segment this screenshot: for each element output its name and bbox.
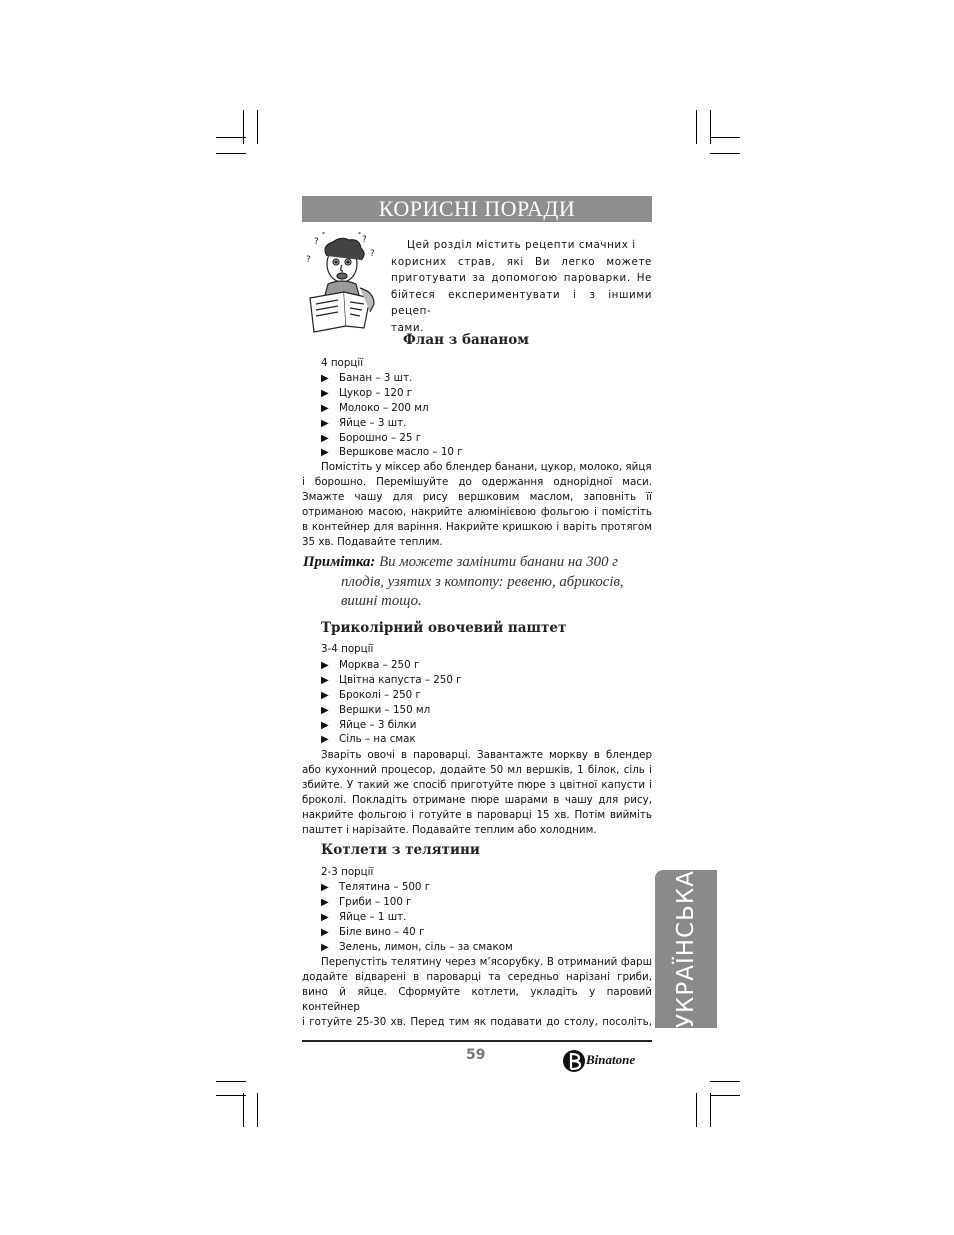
text-line: або кухонний процесор, додайте 50 мл вершків, 1 білок, сіль і bbox=[302, 763, 652, 776]
note-text: плодів, узятих з компоту: ревеню, абрикосів, bbox=[341, 573, 624, 590]
text-line: збийте. У такий же спосіб приготуйте пюре з цвітної капусти і bbox=[302, 778, 652, 791]
note-label: Примітка: bbox=[303, 554, 376, 570]
ingredient-item bbox=[321, 732, 462, 747]
ingredient-item bbox=[321, 386, 463, 401]
crop-mark bbox=[257, 1093, 258, 1127]
note-text: Ви можете замінити банани на 300 г bbox=[379, 554, 618, 570]
ingredient-text: Телятина – 500 г bbox=[339, 881, 431, 893]
ingredient-text: Гриби – 100 г bbox=[339, 895, 412, 908]
ingredient-item bbox=[321, 445, 463, 460]
ingredient-item bbox=[321, 880, 513, 895]
ingredient-text: Зелень, лимон, сіль – за смаком bbox=[339, 940, 513, 953]
svg-text:?: ? bbox=[306, 255, 311, 265]
ingredient-item bbox=[321, 371, 463, 386]
bullet-arrow-icon: ▶ bbox=[321, 734, 329, 746]
servings: 2-3 порції bbox=[321, 866, 374, 878]
ingredient-text: Вершкове масло – 10 г bbox=[339, 446, 463, 459]
reading-chef-illustration bbox=[300, 232, 384, 336]
servings: 3-4 порції bbox=[321, 643, 374, 655]
text-line: 35 хв. Подавайте теплим. bbox=[302, 535, 443, 548]
ingredient-text: Броколі – 250 г bbox=[339, 688, 421, 701]
page-title: КОРИСНІ ПОРАДИ bbox=[302, 196, 652, 222]
bullet-arrow-icon: ▶ bbox=[321, 689, 329, 701]
page-number: 59 bbox=[466, 1047, 486, 1063]
ingredient-item bbox=[321, 703, 462, 718]
ingredient-item bbox=[321, 910, 513, 925]
bullet-arrow-icon: ▶ bbox=[321, 402, 329, 414]
svg-text:?: ? bbox=[370, 249, 375, 259]
ingredient-list bbox=[321, 658, 462, 747]
text-line: і борошно. Перемішуйте до одержання однорідної маси. bbox=[302, 475, 652, 488]
ingredient-item bbox=[321, 658, 462, 673]
ingredient-text: Цвітна капуста – 250 г bbox=[339, 673, 462, 686]
ingredient-text: Яйце – 3 білки bbox=[339, 718, 417, 731]
crop-mark bbox=[710, 137, 740, 138]
servings: 4 порції bbox=[321, 357, 364, 369]
intro-line: тами. bbox=[391, 321, 425, 334]
intro-line: корисних страв, які Ви легко можете bbox=[391, 255, 652, 268]
recipe-instructions bbox=[302, 955, 652, 1030]
bullet-arrow-icon: ▶ bbox=[321, 674, 329, 686]
ingredient-item bbox=[321, 688, 462, 703]
intro-paragraph bbox=[391, 237, 652, 336]
recipe-title: Триколірний овочевий паштет bbox=[321, 620, 567, 636]
text-line: Змажте чашу для рису вершковим маслом, заповніть її bbox=[302, 490, 652, 503]
ingredient-text: Вершки – 150 мл bbox=[339, 703, 431, 716]
text-line: накрийте фольгою і готуйте в пароварці 15 хв. Потім вийміть bbox=[302, 808, 652, 821]
text-line: додайте відварені в пароварці та середньо нарізані гриби, bbox=[302, 970, 652, 983]
bullet-arrow-icon: ▶ bbox=[321, 882, 329, 893]
language-tab bbox=[655, 870, 717, 1028]
crop-mark bbox=[710, 110, 711, 144]
ingredient-item bbox=[321, 925, 513, 940]
text-line: вино й яйце. Сформуйте котлети, укладіть у паровий контейнер bbox=[302, 985, 652, 1013]
text-line: отриманою масою, накрийте алюмінієвою фольгою і помістіть bbox=[302, 505, 652, 518]
bullet-arrow-icon: ▶ bbox=[321, 896, 329, 908]
note-block bbox=[303, 553, 655, 612]
language-tab-label: УКРАЇНСЬКА bbox=[673, 870, 699, 1028]
crop-mark bbox=[696, 1093, 697, 1127]
crop-mark bbox=[696, 110, 697, 144]
ingredient-list bbox=[321, 371, 463, 460]
brand-name: Binatone bbox=[586, 1052, 636, 1067]
bullet-arrow-icon: ▶ bbox=[321, 660, 329, 671]
ingredient-text: Молоко – 200 мл bbox=[339, 401, 429, 414]
ingredient-text: Яйце – 1 шт. bbox=[339, 910, 407, 923]
ingredient-item bbox=[321, 673, 462, 688]
bullet-arrow-icon: ▶ bbox=[321, 387, 329, 399]
crop-mark bbox=[216, 1081, 246, 1082]
ingredient-text: Банан – 3 шт. bbox=[339, 372, 413, 384]
text-line: і готуйте 25-30 хв. Перед тим як подавати до столу, посоліть, bbox=[302, 1015, 652, 1028]
bullet-arrow-icon: ▶ bbox=[321, 719, 329, 731]
ingredient-text: Біле вино – 40 г bbox=[339, 925, 425, 938]
bullet-arrow-icon: ▶ bbox=[321, 447, 329, 459]
bullet-arrow-icon: ▶ bbox=[321, 941, 329, 953]
recipe-title: Флан з бананом bbox=[403, 332, 529, 348]
ingredient-text: Цукор – 120 г bbox=[339, 386, 413, 399]
crop-mark bbox=[216, 1095, 246, 1096]
ingredient-item bbox=[321, 718, 462, 733]
ingredient-text: Морква – 250 г bbox=[339, 659, 420, 671]
crop-mark bbox=[243, 110, 244, 144]
svg-text:?: ? bbox=[362, 235, 367, 245]
ingredient-item bbox=[321, 401, 463, 416]
intro-line: Цей розділ містить рецепти смачних і bbox=[407, 239, 636, 251]
ingredient-text: Борошно – 25 г bbox=[339, 431, 422, 444]
text-line: паштет і нарізайте. Подавайте теплим або холодним. bbox=[302, 823, 597, 836]
crop-mark bbox=[243, 1093, 244, 1127]
crop-mark bbox=[257, 110, 258, 144]
recipe-title: Котлети з телятини bbox=[321, 842, 480, 858]
intro-line: приготувати за допомогою пароварки. Не bbox=[391, 272, 652, 284]
ingredient-text: Сіль – на смак bbox=[339, 733, 416, 746]
svg-text:*: * bbox=[322, 232, 325, 238]
svg-text:?: ? bbox=[314, 237, 319, 247]
crop-mark bbox=[710, 1093, 711, 1127]
bullet-arrow-icon: ▶ bbox=[321, 432, 329, 444]
note-text: вишні тощо. bbox=[341, 593, 422, 609]
bullet-arrow-icon: ▶ bbox=[321, 373, 329, 384]
ingredient-item bbox=[321, 431, 463, 446]
bullet-arrow-icon: ▶ bbox=[321, 417, 329, 429]
text-line: Перепустіть телятину через м’ясорубку. В отриманий фарш bbox=[321, 956, 652, 968]
text-line: Помістіть у міксер або блендер банани, цукор, молоко, яйця bbox=[321, 461, 652, 473]
crop-mark bbox=[216, 153, 246, 154]
ingredient-item bbox=[321, 895, 513, 910]
text-line: Зваріть овочі в пароварці. Завантажте моркву в блендер bbox=[321, 749, 652, 761]
crop-mark bbox=[710, 153, 740, 154]
bullet-arrow-icon: ▶ bbox=[321, 926, 329, 938]
ingredient-text: Яйце – 3 шт. bbox=[339, 416, 407, 429]
recipe-instructions bbox=[302, 460, 652, 549]
ingredient-list bbox=[321, 880, 513, 954]
ingredient-item bbox=[321, 416, 463, 431]
bullet-arrow-icon: ▶ bbox=[321, 911, 329, 923]
svg-text:*: * bbox=[358, 232, 361, 238]
ingredient-item bbox=[321, 940, 513, 955]
crop-mark bbox=[216, 137, 246, 138]
bullet-arrow-icon: ▶ bbox=[321, 704, 329, 716]
text-line: в контейнер для варіння. Накрийте кришкою і варіть протягом bbox=[302, 520, 652, 533]
text-line: броколі. Покладіть отримане пюре шарами в чашу для рису, bbox=[302, 793, 652, 806]
intro-line: бійтеся експериментувати і з іншими рецеп- bbox=[391, 288, 652, 317]
footer-divider bbox=[302, 1040, 652, 1042]
crop-mark bbox=[710, 1081, 740, 1082]
recipe-instructions bbox=[302, 748, 652, 837]
crop-mark bbox=[710, 1095, 740, 1096]
